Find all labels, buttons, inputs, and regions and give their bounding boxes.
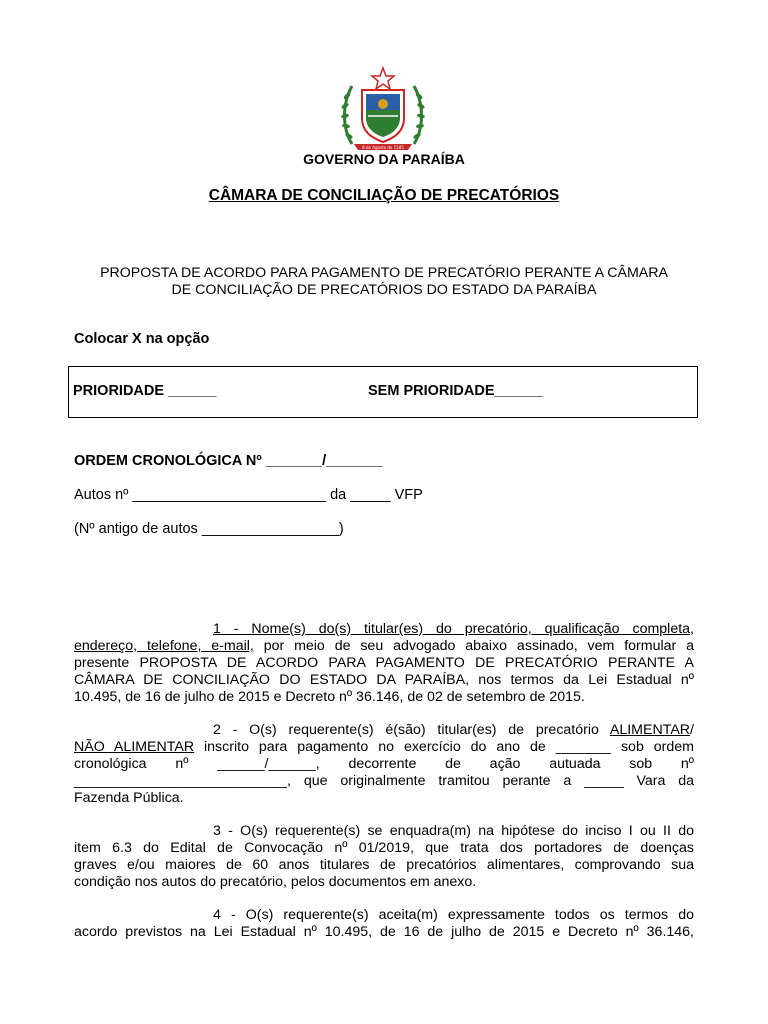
paragraph-line <box>74 722 694 739</box>
chamber-title: CÂMARA DE CONCILIAÇÃO DE PRECATÓRIOS <box>208 187 560 204</box>
paragraph-line: item 6.3 do Edital de Convocação nº 01/2019, que trata dos portadores de doenças <box>74 840 694 856</box>
paragraph-3 <box>74 823 694 891</box>
paragraph-text: por meio de seu advogado abaixo assinado, vem formular a <box>253 638 694 654</box>
paragraph-line: cronológica nº ______/______, decorrente de ação autuada sob nº <box>74 756 694 772</box>
paragraph-line: presente PROPOSTA DE ACORDO PARA PAGAMENTO DE PRECATÓRIO PERANTE A <box>74 655 694 671</box>
paragraph-line: 3 - O(s) requerente(s) se enquadra(m) na hipótese do inciso I ou II do <box>213 823 694 839</box>
alimentar-option[interactable]: ALIMENTAR <box>609 722 691 738</box>
paragraph-text: inscrito para pagamento no exercício do ano de _______ sob ordem <box>194 739 694 755</box>
paragraph-line <box>74 638 694 655</box>
paragraph-line: 1 - Nome(s) do(s) titular(es) do precatório, qualificação completa, <box>213 621 694 637</box>
government-heading: GOVERNO DA PARAÍBA <box>303 151 465 167</box>
crest-motto: 8 de Agosto de 1585 <box>362 145 404 150</box>
proposal-title-line: DE CONCILIAÇÃO DE PRECATÓRIOS DO ESTADO DA PARAÍBA <box>171 282 597 298</box>
paragraph-line: condição nos autos do precatório, pelos documentos em anexo. <box>74 874 477 890</box>
paragraph-text: / <box>690 722 694 738</box>
case-number-field[interactable]: Autos nº ________________________ da _____ VFP <box>74 487 423 503</box>
contact-info-underlined: endereço, telefone, e-mail, <box>74 638 254 654</box>
priority-field[interactable]: PRIORIDADE ______ <box>73 383 217 399</box>
paragraph-4 <box>74 907 694 941</box>
paragraph-line: acordo previstos na Lei Estadual nº 10.495, de 16 de julho de 2015 e Decreto nº 36.146, <box>74 924 694 940</box>
paragraph-line: 4 - O(s) requerente(s) aceita(m) expressamente todos os termos do <box>213 907 694 923</box>
paragraph-line: ___________________________, que originalmente tramitou perante a _____ Vara da <box>74 773 694 789</box>
paragraph-line: graves e/ou maiores de 60 anos titulares de precatórios alimentares, comprovando sua <box>74 857 694 873</box>
paragraph-line <box>74 739 694 756</box>
old-case-number-field[interactable]: (Nº antigo de autos _________________) <box>74 521 344 537</box>
paragraph-text: 2 - O(s) requerente(s) é(são) titular(es) de precatório <box>213 722 610 738</box>
nao-alimentar-option[interactable]: NÃO ALIMENTAR <box>74 739 195 755</box>
paragraph-line: 10.495, de 16 de julho de 2015 e Decreto nº 36.146, de 02 de setembro de 2015. <box>74 689 585 705</box>
paragraph-2 <box>74 722 694 807</box>
proposal-title-line: PROPOSTA DE ACORDO PARA PAGAMENTO DE PRECATÓRIO PERANTE A CÂMARA <box>100 265 668 281</box>
no-priority-field[interactable]: SEM PRIORIDADE______ <box>368 383 543 399</box>
paragraph-1 <box>74 621 694 706</box>
paragraph-line: Fazenda Pública. <box>74 790 184 806</box>
chronological-order-field[interactable]: ORDEM CRONOLÓGICA Nº _______/_______ <box>74 453 383 469</box>
paraiba-coat-of-arms-icon <box>338 66 428 154</box>
proposal-title <box>70 265 698 299</box>
paragraph-line: CÂMARA DE CONCILIAÇÃO DO ESTADO DA PARAÍBA, nos termos da Lei Estadual nº <box>74 672 694 688</box>
instruction-label: Colocar X na opção <box>74 331 210 347</box>
